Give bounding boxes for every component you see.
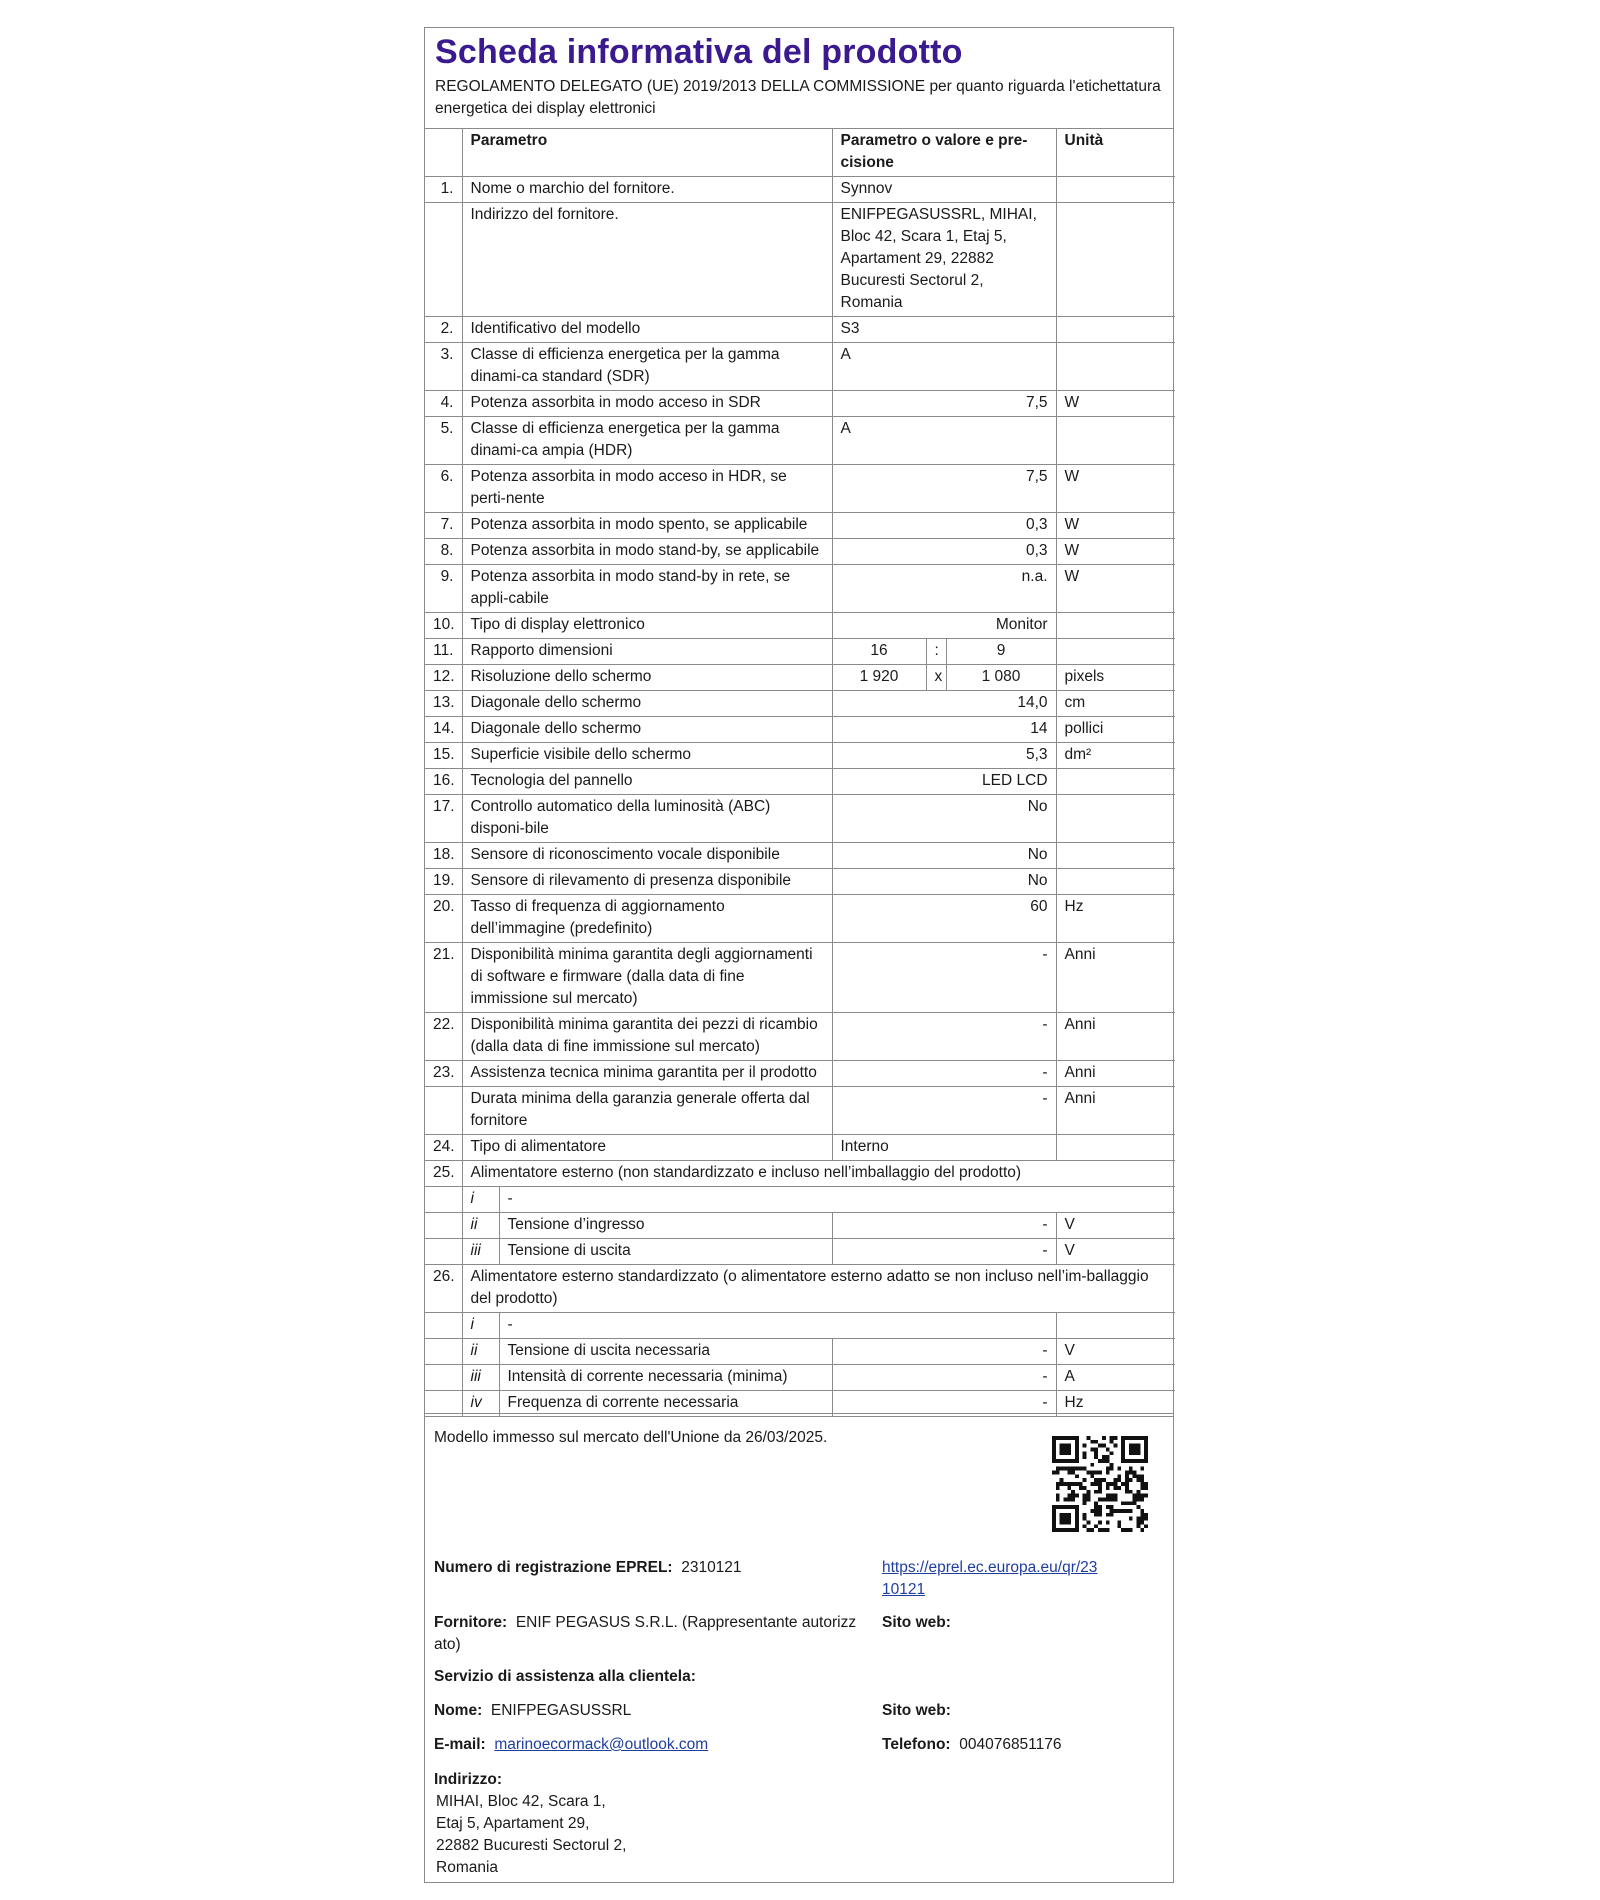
row-number [425,203,462,317]
table-row-group-header [425,1161,1175,1187]
row-label: Identificativo del modello [462,317,832,343]
row-number: 10. [425,613,462,639]
row-number: 24. [425,1135,462,1161]
email-row [434,1734,708,1756]
sub-unit: V [1056,1339,1175,1365]
row-value: A [832,343,1056,391]
row-number: 11. [425,639,462,665]
table-row [425,343,1175,391]
table-row [425,743,1175,769]
row-label: Indirizzo del fornitore. [462,203,832,317]
row-value-a: 16 [832,639,926,665]
row-number: 17. [425,795,462,843]
row-label: Potenza assorbita in modo stand-by in rete, se appli-cabile [462,565,832,613]
row-number: 6. [425,465,462,513]
row-label: Potenza assorbita in modo stand-by, se applicabile [462,539,832,565]
table-row [425,391,1175,417]
sub-unit [1056,1313,1175,1339]
row-value: 0,3 [832,539,1056,565]
sub-label: - [499,1313,1056,1339]
sub-label: Tensione di uscita [499,1239,832,1265]
table-subrow [425,1213,1175,1239]
sub-unit: V [1056,1213,1175,1239]
row-unit: W [1056,513,1175,539]
row-unit: Hz [1056,895,1175,943]
row-value: - [832,1013,1056,1061]
sub-indent-cell [425,1313,462,1339]
row-label: Alimentatore esterno standardizzato (o alimentatore esterno adatto se non incluso nell’im-ballaggio del prodotto) [462,1265,1175,1313]
row-number: 5. [425,417,462,465]
row-label: Controllo automatico della luminosità (ABC) disponi-bile [462,795,832,843]
sub-index: i [462,1187,499,1213]
row-unit: Anni [1056,1061,1175,1087]
regulation-subtitle: REGOLAMENTO DELEGATO (UE) 2019/2013 DELLA COMMISSIONE per quanto riguarda l'etichettatura energetica dei display elettronici [435,78,1161,117]
contact-name-row [434,1700,631,1722]
row-value: n.a. [832,565,1056,613]
sub-unit: A [1056,1365,1175,1391]
row-label: Tasso di frequenza di aggiornamento dell’immagine (predefinito) [462,895,832,943]
row-number: 14. [425,717,462,743]
row-value: - [832,1087,1056,1135]
phone-row [882,1734,1062,1756]
row-label: Tecnologia del pannello [462,769,832,795]
address-line: 22882 Bucuresti Sectorul 2, [436,1837,627,1854]
sub-index: iv [462,1391,499,1417]
parameters-table [425,129,1175,1416]
row-unit [1056,317,1175,343]
table-row [425,465,1175,513]
row-unit: dm² [1056,743,1175,769]
address-line: Romania [436,1859,499,1876]
row-unit [1056,343,1175,391]
row-number: 7. [425,513,462,539]
row-unit [1056,613,1175,639]
row-number: 23. [425,1061,462,1087]
sub-label: - [499,1187,1175,1213]
row-unit: cm [1056,691,1175,717]
table-row [425,1135,1175,1161]
row-unit: Anni [1056,1087,1175,1135]
row-label: Risoluzione dello schermo [462,665,832,691]
row-value: LED LCD [832,769,1056,795]
table-row [425,203,1175,317]
row-number: 26. [425,1265,462,1313]
row-number: 4. [425,391,462,417]
row-unit [1056,639,1175,665]
sub-value: - [832,1239,1056,1265]
sub-unit: Hz [1056,1391,1175,1417]
eprel-registration [434,1557,742,1579]
row-label: Tipo di display elettronico [462,613,832,639]
row-value: No [832,795,1056,843]
table-row [425,1061,1175,1087]
row-value: 7,5 [832,391,1056,417]
row-label: Potenza assorbita in modo spento, se applicabile [462,513,832,539]
sub-index: iii [462,1365,499,1391]
row-value: 7,5 [832,465,1056,513]
row-number: 22. [425,1013,462,1061]
row-number [425,1087,462,1135]
row-unit [1056,795,1175,843]
row-value: 5,3 [832,743,1056,769]
parameters-table-body [425,129,1175,1416]
sub-index: iii [462,1239,499,1265]
row-value: S3 [832,317,1056,343]
sub-value: - [832,1339,1056,1365]
name-value: ENIFPEGASUSSRL [490,1702,632,1719]
sub-indent-cell [425,1187,462,1213]
sub-index: i [462,1313,499,1339]
row-unit [1056,843,1175,869]
row-unit [1056,203,1175,317]
row-label: Rapporto dimensioni [462,639,832,665]
row-label: Tipo di alimentatore [462,1135,832,1161]
table-subrow [425,1365,1175,1391]
table-header-row [425,129,1175,177]
table-row [425,513,1175,539]
row-number: 21. [425,943,462,1013]
row-value: Monitor [832,613,1056,639]
row-value: Synnov [832,177,1056,203]
sub-label: Tensione d’ingresso [499,1213,832,1239]
row-number: 13. [425,691,462,717]
row-label: Diagonale dello schermo [462,717,832,743]
row-unit [1056,1135,1175,1161]
table-row-group-header [425,1265,1175,1313]
table-row [425,843,1175,869]
sub-value: - [832,1213,1056,1239]
eprel-label: Numero di registrazione EPREL: [434,1559,673,1576]
header-value-cell: Parametro o valore e pre-cisione [832,129,1056,177]
row-value-b: 1 080 [946,665,1056,691]
row-number: 16. [425,769,462,795]
table-row [425,691,1175,717]
eprel-value: 2310121 [681,1559,742,1576]
table-row [425,639,1175,665]
row-label: Sensore di rilevamento di presenza disponibile [462,869,832,895]
table-subrow [425,1339,1175,1365]
supplier-value: ENIF PEGASUS S.R.L. (Rappresentante autorizz ato) [434,1614,857,1653]
name-label: Nome: [434,1702,483,1719]
row-unit: W [1056,391,1175,417]
row-label: Durata minima della garanzia generale offerta dal fornitore [462,1087,832,1135]
table-row [425,613,1175,639]
header-num-cell [425,129,462,177]
sub-value: - [832,1391,1056,1417]
website-label-1: Sito web: [882,1614,951,1631]
table-row [425,539,1175,565]
row-unit: W [1056,465,1175,513]
email-link[interactable]: marinoecormack@outlook.com [494,1736,709,1753]
sub-indent-cell [425,1213,462,1239]
row-value: - [832,1061,1056,1087]
header-param-cell: Parametro [462,129,832,177]
row-unit: pixels [1056,665,1175,691]
page-title: Scheda informativa del prodotto [435,33,963,71]
qr-code-icon[interactable] [1052,1436,1148,1532]
row-value: No [832,869,1056,895]
table-row [425,417,1175,465]
eprel-link-block [882,1557,1097,1601]
address-label: Indirizzo: [434,1771,503,1788]
header-unit-cell: Unità [1056,129,1175,177]
supplier-label: Fornitore: [434,1614,508,1631]
sub-indent-cell [425,1239,462,1265]
row-label: Superficie visibile dello schermo [462,743,832,769]
sub-label: Tensione di uscita necessaria [499,1339,832,1365]
row-unit [1056,417,1175,465]
address-line: Etaj 5, Apartament 29, [436,1815,590,1832]
row-label: Diagonale dello schermo [462,691,832,717]
row-number: 15. [425,743,462,769]
sub-label: Frequenza di corrente necessaria [499,1391,832,1417]
table-row [425,317,1175,343]
row-value-b: 9 [946,639,1056,665]
table-row [425,869,1175,895]
footer-panel [424,1413,1174,1883]
row-number: 20. [425,895,462,943]
row-label: Potenza assorbita in modo acceso in HDR, se perti-nente [462,465,832,513]
sub-label: Intensità di corrente necessaria (minima) [499,1365,832,1391]
row-label: Classe di efficienza energetica per la gamma dinami-ca standard (SDR) [462,343,832,391]
row-number: 1. [425,177,462,203]
email-label: E-mail: [434,1736,486,1753]
sub-index: ii [462,1213,499,1239]
row-value: Interno [832,1135,1056,1161]
row-label: Disponibilità minima garantita dei pezzi di ricambio (dalla data di fine immissione sul mercato) [462,1013,832,1061]
table-row [425,895,1175,943]
row-number: 2. [425,317,462,343]
table-subrow [425,1187,1175,1213]
row-value-separator: : [926,639,946,665]
sub-indent-cell [425,1339,462,1365]
table-row [425,177,1175,203]
table-row [425,1013,1175,1061]
row-label: Alimentatore esterno (non standardizzato e incluso nell’imballaggio del prodotto) [462,1161,1175,1187]
row-unit: Anni [1056,943,1175,1013]
row-value: 14 [832,717,1056,743]
website-label-2: Sito web: [882,1702,951,1719]
row-value-separator: x [926,665,946,691]
row-number: 12. [425,665,462,691]
address-lines [434,1791,626,1879]
address-block [434,1769,626,1879]
row-value: 14,0 [832,691,1056,717]
customer-service-label: Servizio di assistenza alla clientela: [434,1668,696,1685]
row-label: Disponibilità minima garantita degli aggiornamenti di software e firmware (dalla data di fine immissione sul mercato) [462,943,832,1013]
sub-value: - [832,1365,1056,1391]
sub-indent-cell [425,1365,462,1391]
row-value: 0,3 [832,513,1056,539]
row-unit [1056,769,1175,795]
table-row [425,665,1175,691]
market-date-text: Modello immesso sul mercato dell'Unione da 26/03/2025. [434,1429,828,1446]
supplier-row [434,1612,874,1656]
sheet-header [425,28,1173,129]
row-unit: W [1056,539,1175,565]
sub-index: ii [462,1339,499,1365]
row-value: 60 [832,895,1056,943]
row-unit: pollici [1056,717,1175,743]
row-value: No [832,843,1056,869]
table-row [425,769,1175,795]
row-number: 3. [425,343,462,391]
table-row [425,565,1175,613]
row-label: Nome o marchio del fornitore. [462,177,832,203]
eprel-link[interactable]: https://eprel.ec.europa.eu/qr/23 10121 [882,1559,1098,1598]
row-label: Potenza assorbita in modo acceso in SDR [462,391,832,417]
row-label: Sensore di riconoscimento vocale disponibile [462,843,832,869]
address-line: MIHAI, Bloc 42, Scara 1, [436,1793,606,1810]
phone-value: 004076851176 [959,1736,1062,1753]
table-subrow [425,1239,1175,1265]
row-number: 25. [425,1161,462,1187]
table-subrow [425,1313,1175,1339]
table-row [425,1087,1175,1135]
row-number: 9. [425,565,462,613]
row-value: - [832,943,1056,1013]
product-information-sheet [424,27,1174,1417]
row-number: 19. [425,869,462,895]
sub-unit: V [1056,1239,1175,1265]
row-unit [1056,869,1175,895]
row-label: Assistenza tecnica minima garantita per il prodotto [462,1061,832,1087]
row-unit: W [1056,565,1175,613]
row-value: A [832,417,1056,465]
table-row [425,795,1175,843]
row-value: ENIFPEGASUSSRL, MIHAI, Bloc 42, Scara 1, Etaj 5, Apartament 29, 22882 Bucuresti Sectorul 2, Romania [832,203,1056,317]
row-number: 8. [425,539,462,565]
table-row [425,943,1175,1013]
row-unit: Anni [1056,1013,1175,1061]
phone-label: Telefono: [882,1736,951,1753]
row-value-a: 1 920 [832,665,926,691]
row-number: 18. [425,843,462,869]
table-row [425,717,1175,743]
row-unit [1056,177,1175,203]
row-label: Classe di efficienza energetica per la gamma dinami-ca ampia (HDR) [462,417,832,465]
